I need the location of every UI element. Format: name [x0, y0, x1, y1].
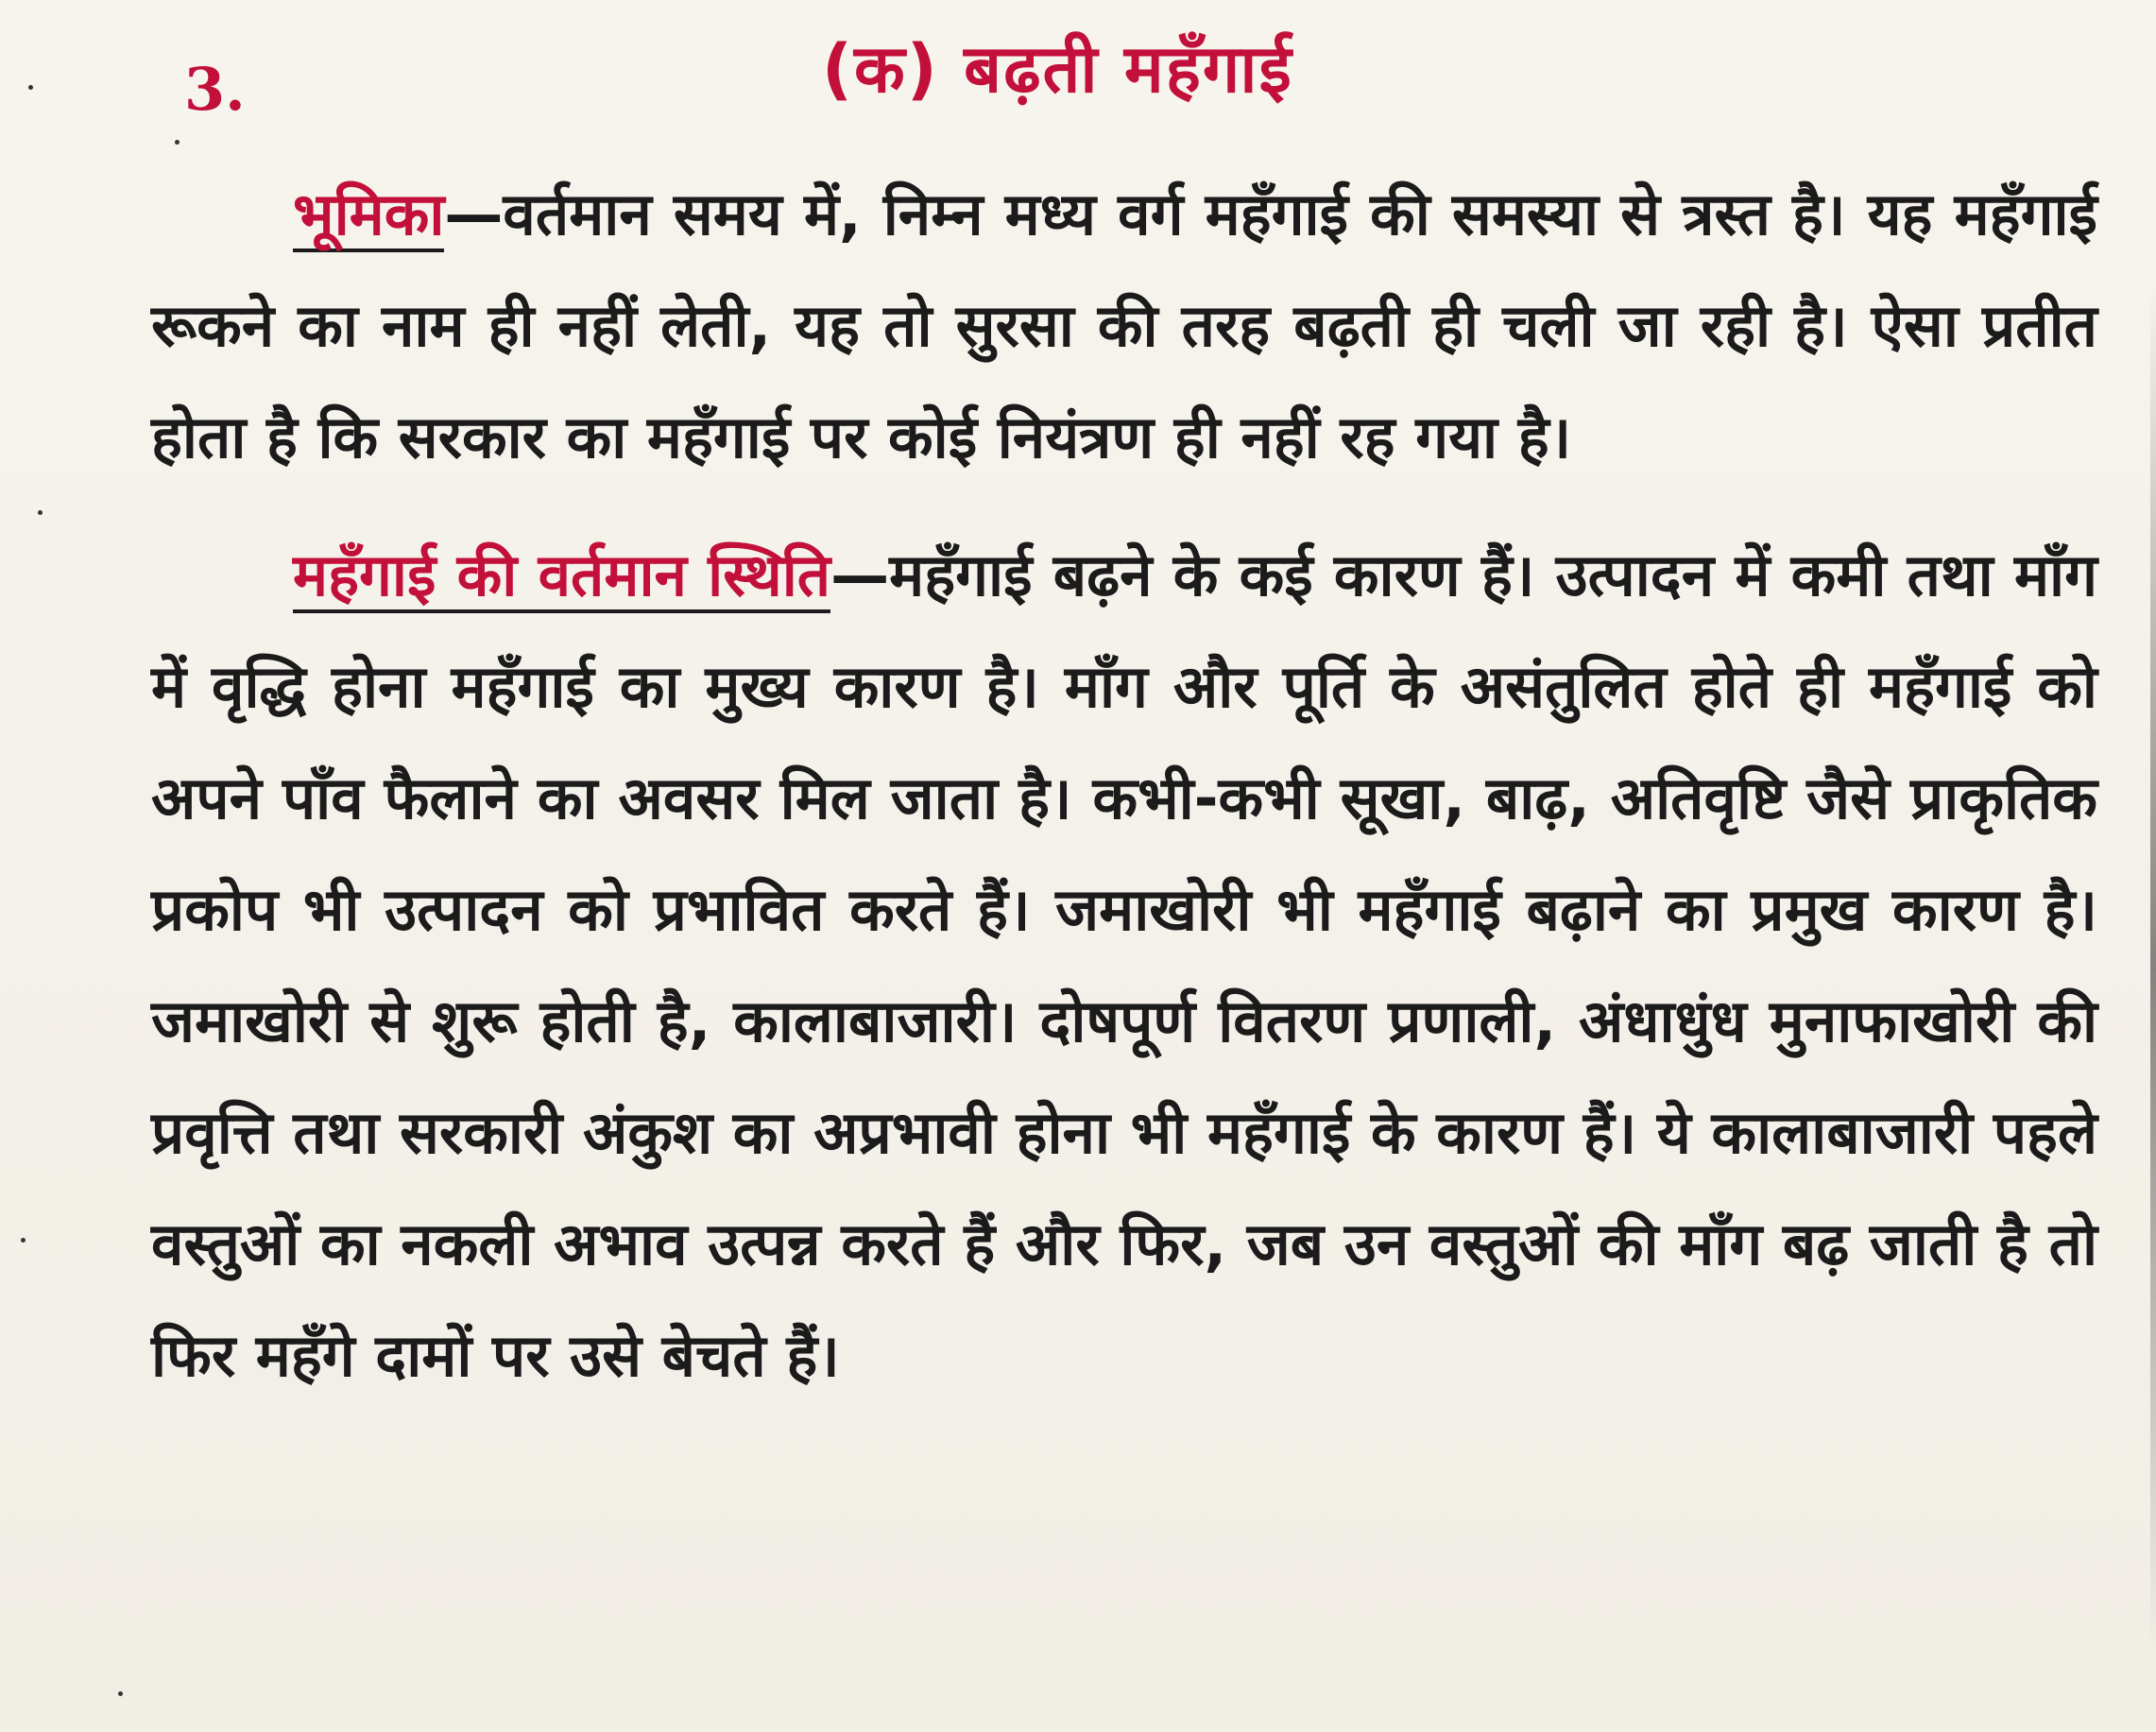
- paragraph-introduction: [151, 159, 2097, 493]
- essay-title: (क) बढ़ती महँगाई: [822, 30, 1293, 108]
- heading-separator: —: [830, 540, 890, 609]
- page-edge-shadow: [2150, 283, 2156, 1654]
- section-heading-current-situation: महँगाई की वर्तमान स्थिति: [293, 540, 830, 613]
- paragraph-text: वर्तमान समय में, निम्न मध्य वर्ग महँगाई की समस्या से त्रस्त है। यह महँगाई रूकने का नाम ही नहीं लेती, यह तो सुरसा की तरह बढ़ती ही चली जा रही है। ऐसा प्रतीत होता है कि सरकार का महँगाई पर कोई नियंत्रण ही नहीं रह गया है।: [151, 180, 2097, 472]
- heading-separator: —: [444, 180, 504, 249]
- scan-speck: [28, 85, 33, 90]
- paragraph-current-situation: [151, 520, 2097, 1412]
- paragraph-text: महँगाई बढ़ने के कई कारण हैं। उत्पादन में कमी तथा माँग में वृद्धि होना महँगाई का मुख्य कारण है। माँग और पूर्ति के असंतुलित होते ही महँगाई को अपने पाँव फैलाने का अवसर मिल जाता है। कभी-कभी सूखा, बाढ़, अतिवृष्टि जैसे प्राकृतिक प्रकोप भी उत्पादन को प्रभावित करते हैं। जमाखोरी भी महँगाई बढ़ाने का प्रमुख कारण है। जमाखोरी से शुरू होती है, कालाबाजारी। दोषपूर्ण वितरण प्रणाली, अंधाधुंध मुनाफाखोरी की प्रवृत्ति तथा सरकारी अंकुश का अप्रभावी होना भी महँगाई के कारण हैं। ये कालाबाजारी पहले वस्तुओं का नकली अभाव उत्पन्न करते हैं और फिर, जब उन वस्तुओं की माँग बढ़ जाती है तो फिर महँगे दामों पर उसे बेचते हैं।: [151, 540, 2097, 1390]
- scan-speck: [118, 1691, 123, 1696]
- scan-speck: [175, 140, 180, 145]
- scan-speck: [21, 1238, 26, 1243]
- question-number: 3.: [184, 55, 246, 124]
- section-heading-introduction: भूमिका: [293, 180, 444, 252]
- scan-speck: [38, 510, 43, 515]
- essay-body: [151, 159, 2097, 1438]
